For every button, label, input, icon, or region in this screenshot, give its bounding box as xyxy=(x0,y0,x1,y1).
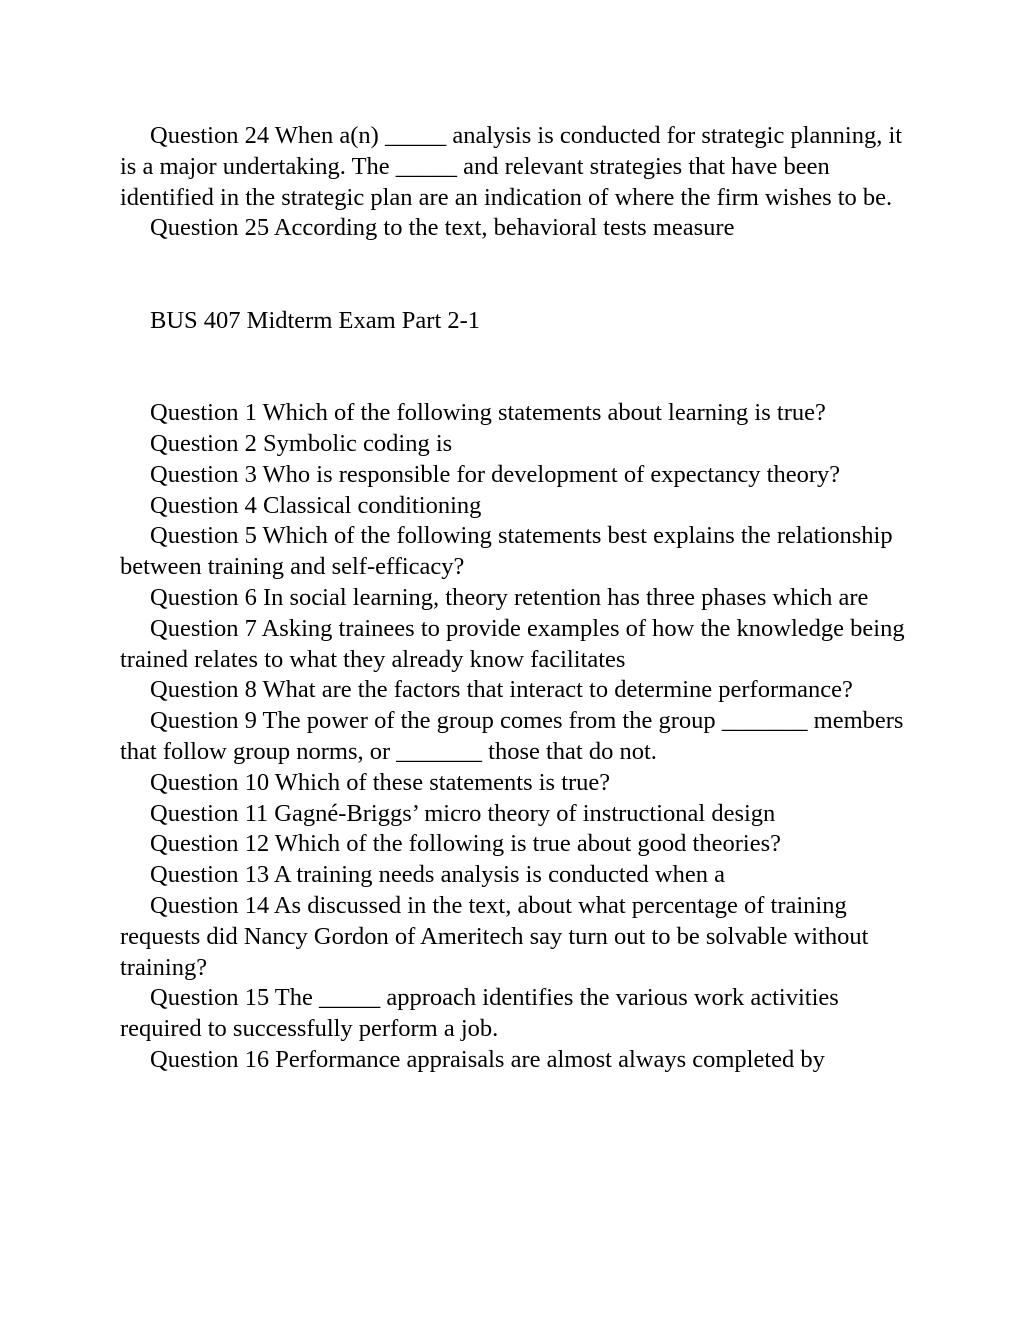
question-6: Question 6 In social learning, theory retention has three phases which are xyxy=(150,583,869,611)
question-2: Question 2 Symbolic coding is xyxy=(150,429,453,457)
question-9: Question 9 The power of the group comes from the group _______ members that follow group norms, or _______ those that do not. xyxy=(120,707,904,765)
top-question-list xyxy=(120,121,920,244)
spacer xyxy=(120,244,920,306)
question-11: Question 11 Gagné-Briggs’ micro theory of instructional design xyxy=(150,799,776,827)
question-24: Question 24 When a(n) _____ analysis is conducted for strategic planning, it is a major undertaking. The _____ and relevant strategies that have been identified in the strategic plan are an indication of where the firm wishes to be. xyxy=(120,122,903,211)
question-13: Question 13 A training needs analysis is conducted when a xyxy=(150,861,725,889)
document-page xyxy=(120,121,920,1076)
question-12: Question 12 Which of the following is true about good theories? xyxy=(150,830,781,858)
question-1: Question 1 Which of the following statements about learning is true? xyxy=(150,399,826,427)
question-15: Question 15 The _____ approach identifies the various work activities required to successfully perform a job. xyxy=(120,984,839,1043)
question-25: Question 25 According to the text, behavioral tests measure xyxy=(150,214,735,242)
spacer xyxy=(120,337,920,399)
question-3: Question 3 Who is responsible for development of expectancy theory? xyxy=(150,460,841,488)
question-7: Question 7 Asking trainees to provide examples of how the knowledge being trained relates to what they already know facilitates xyxy=(120,614,905,673)
question-5: Question 5 Which of the following statements best explains the relationship between training and self-efficacy? xyxy=(120,522,893,581)
main-question-list xyxy=(120,398,920,1076)
question-10: Question 10 Which of these statements is true? xyxy=(150,768,611,796)
question-16: Question 16 Performance appraisals are almost always completed by xyxy=(150,1045,825,1073)
question-14: Question 14 As discussed in the text, about what percentage of training requests did Nancy Gordon of Ameritech say turn out to be solvable without training? xyxy=(120,891,869,981)
question-8: Question 8 What are the factors that interact to determine performance? xyxy=(150,676,853,704)
section-heading: BUS 407 Midterm Exam Part 2-1 xyxy=(150,306,481,334)
question-4: Question 4 Classical conditioning xyxy=(150,491,482,519)
